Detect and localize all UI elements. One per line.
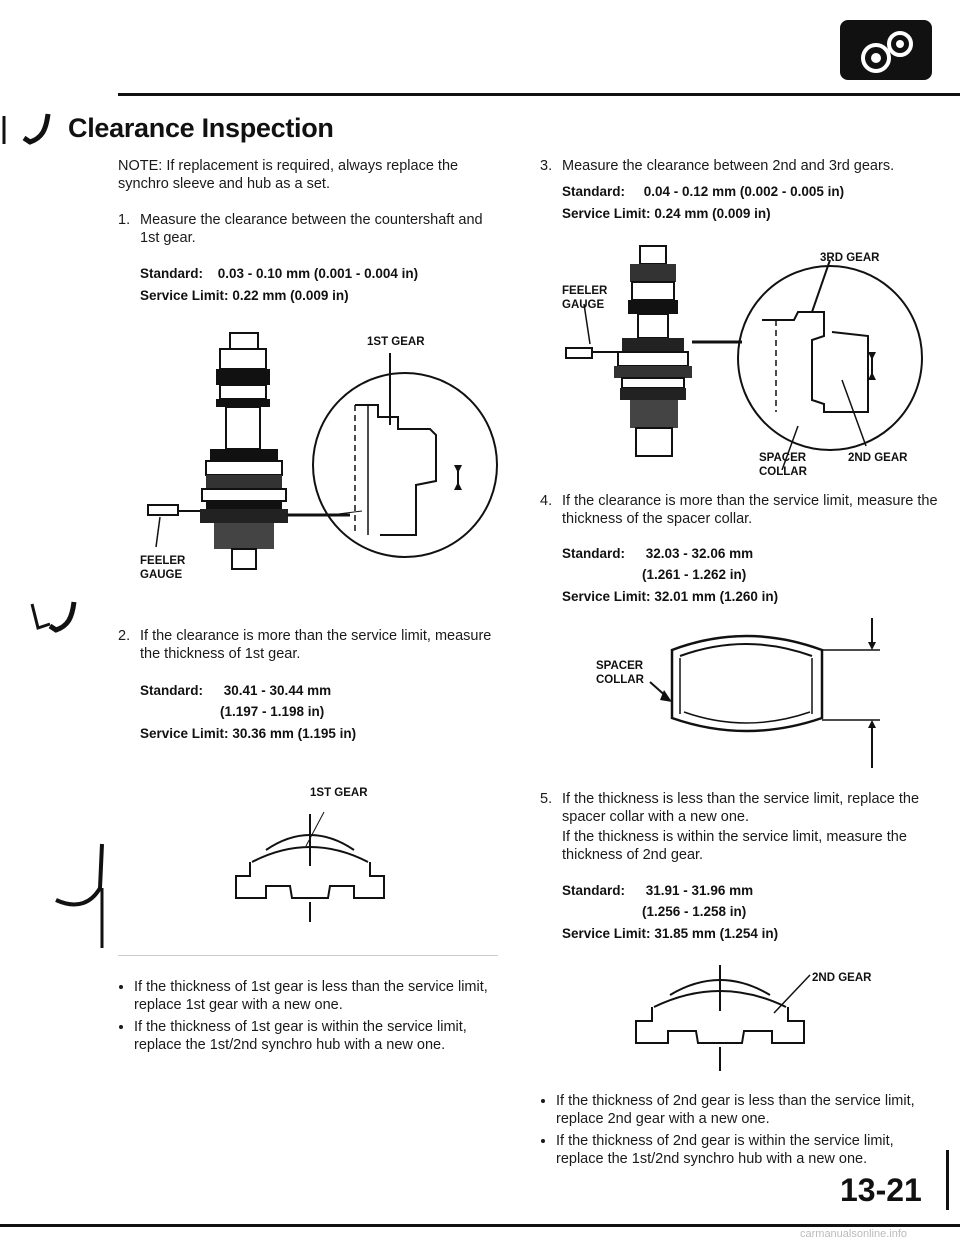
step-2-service-limit — [140, 726, 356, 742]
step-text: Measure the clearance between 2nd and 3rd gears. — [562, 158, 895, 174]
step-number: 2. — [118, 628, 131, 644]
step-text: If the clearance is more than the service limit, measure the thickness of the spacer collar. — [562, 493, 938, 527]
step-1 — [118, 211, 498, 247]
right-vertical-rule — [946, 1150, 949, 1210]
footer-watermark: carmanualsonline.info — [800, 1228, 908, 1240]
feeler-gauge-label-line2-right: GAUGE — [562, 299, 605, 311]
second-gear-thickness-diagram — [610, 955, 830, 1075]
service-value: 0.24 mm (0.009 in) — [654, 206, 771, 221]
service-label: Service Limit: — [562, 206, 651, 221]
standard-label: Standard: — [140, 266, 204, 281]
step-2 — [118, 627, 498, 663]
divider-left — [118, 955, 498, 956]
third-gear-label: 3RD GEAR — [820, 252, 880, 264]
second-gear-bullets — [540, 1092, 940, 1172]
step-3-standard — [562, 184, 844, 200]
step-4-service-limit — [562, 589, 778, 605]
service-label: Service Limit: — [140, 726, 229, 741]
service-value: 30.36 mm (1.195 in) — [232, 726, 357, 741]
step-2-standard-inches: (1.197 - 1.198 in) — [220, 704, 325, 719]
step-1-service-limit — [140, 288, 349, 304]
service-value: 32.01 mm (1.260 in) — [654, 589, 779, 604]
standard-label: Standard: — [562, 883, 626, 898]
note-text: NOTE: If replacement is required, always replace the synchro sleeve and hub as a set. — [118, 158, 459, 192]
footer-rule — [0, 1224, 960, 1227]
step-text: If the thickness is less than the service limit, replace the spacer collar with a new one. — [562, 791, 920, 825]
first-gear-label-2: 1ST GEAR — [310, 787, 368, 799]
step-5-service-limit — [562, 926, 778, 942]
standard-value: 32.03 - 32.06 mm — [645, 546, 754, 561]
step-text-2: If the thickness is within the service limit, measure the thickness of 2nd gear. — [562, 829, 907, 863]
step-text: If the clearance is more than the service limit, measure the thickness of 1st gear. — [140, 628, 492, 662]
step-3 — [540, 157, 940, 175]
step-4 — [540, 492, 940, 528]
spacer-label: SPACER — [759, 452, 807, 464]
standard-value: 0.03 - 0.10 mm (0.001 - 0.004 in) — [217, 266, 419, 281]
standard-label: Standard: — [562, 184, 626, 199]
step-number: 1. — [118, 212, 131, 228]
step-number: 4. — [540, 493, 553, 509]
service-value: 31.85 mm (1.254 in) — [654, 926, 779, 941]
page-title: Clearance Inspection — [68, 113, 334, 143]
standard-value: 30.41 - 30.44 mm — [223, 683, 332, 698]
bullet-item: • If the thickness of 2nd gear is less than the service limit, replace 2nd gear with a new one. — [556, 1092, 940, 1128]
step-2-standard — [140, 683, 331, 699]
step-4-standard — [562, 546, 753, 562]
spacer-label-2: SPACER — [596, 660, 644, 672]
bullet-item: • If the thickness of 1st gear is less than the service limit, replace 1st gear with a new one. — [134, 978, 503, 1014]
step-text: Measure the clearance between the countershaft and 1st gear. — [140, 212, 483, 246]
step-number: 3. — [540, 158, 553, 174]
step-5-standard-inches: (1.256 - 1.258 in) — [642, 904, 747, 919]
step-5-standard — [562, 883, 753, 899]
standard-label: Standard: — [140, 683, 204, 698]
first-gear-thickness-diagram — [220, 810, 400, 930]
step-5 — [540, 790, 940, 864]
second-gear-label: 2ND GEAR — [848, 452, 908, 464]
service-value: 0.22 mm (0.009 in) — [232, 288, 349, 303]
feeler-gauge-label-line2: GAUGE — [140, 569, 183, 581]
standard-value: 31.91 - 31.96 mm — [645, 883, 754, 898]
step-3-service-limit — [562, 206, 771, 222]
step-1-standard — [140, 266, 418, 282]
feeler-gauge-label-line1: FEELER — [140, 555, 186, 567]
margin-mark-top — [0, 110, 60, 150]
bullet-item: • If the thickness of 2nd gear is within the service limit, replace the 1st/2nd synchro hub with a new one. — [556, 1132, 940, 1168]
bullet-item: • If the thickness of 1st gear is within the service limit, replace the 1st/2nd synchro hub with a new one. — [134, 1018, 503, 1054]
spacer-collar-diagram — [560, 618, 940, 768]
second-gear-label-2: 2ND GEAR — [812, 972, 872, 984]
standard-value: 0.04 - 0.12 mm (0.002 - 0.005 in) — [643, 184, 845, 199]
margin-mark-bottom — [48, 840, 158, 950]
step-4-standard-inches: (1.261 - 1.262 in) — [642, 567, 747, 582]
first-gear-label: 1ST GEAR — [367, 336, 425, 348]
service-label: Service Limit: — [562, 926, 651, 941]
collar-label: COLLAR — [759, 466, 807, 478]
first-gear-bullets — [118, 978, 503, 1058]
collar-label-2: COLLAR — [596, 674, 644, 686]
margin-mark-middle — [28, 598, 88, 638]
step-number: 5. — [540, 791, 553, 807]
feeler-gauge-label-line1-right: FEELER — [562, 285, 608, 297]
service-label: Service Limit: — [562, 589, 651, 604]
page-number: 13-21 — [840, 1172, 922, 1208]
standard-label: Standard: — [562, 546, 626, 561]
second-third-gear-diagram — [562, 240, 942, 470]
countershaft-first-gear-diagram — [140, 325, 510, 585]
transmission-gear-icon — [838, 18, 934, 82]
service-label: Service Limit: — [140, 288, 229, 303]
header-rule — [118, 93, 960, 96]
